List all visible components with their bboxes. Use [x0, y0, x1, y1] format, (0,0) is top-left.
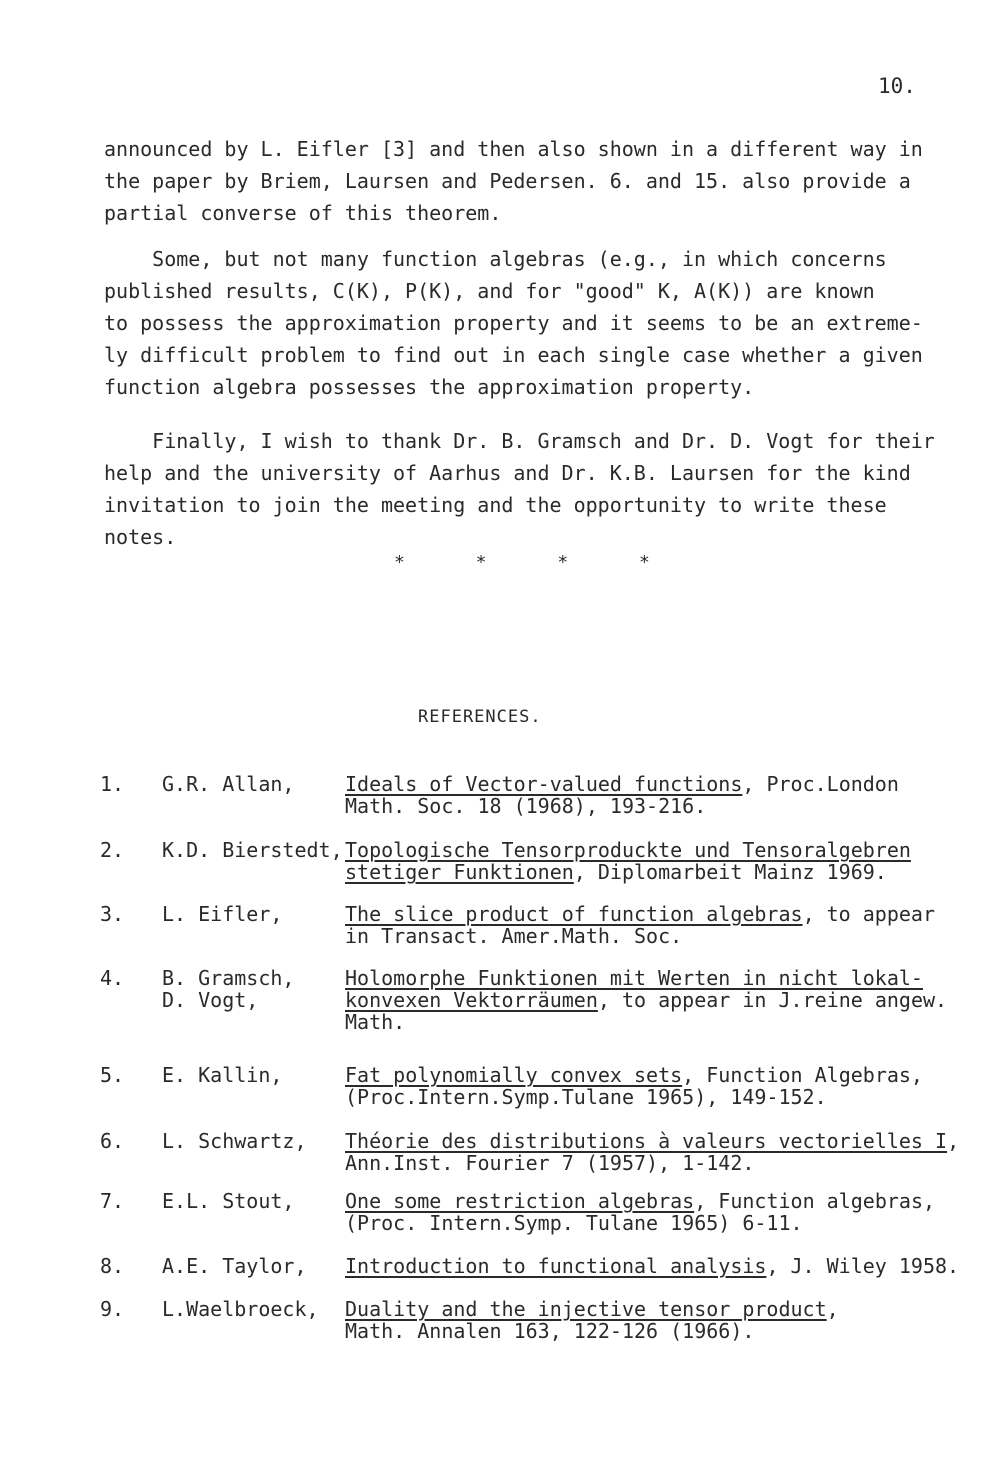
citation-line: [345, 967, 980, 989]
citation-text: (Proc.Intern.Symp.Tulane 1965), 149-152.: [345, 1085, 827, 1109]
citation-text: , J. Wiley 1958.: [766, 1254, 960, 1278]
reference-citation: [345, 1130, 980, 1174]
reference-number: 8.: [100, 1254, 125, 1278]
text-line: ly difficult problem to find out in each single case whether a given: [104, 343, 923, 367]
section-separator-stars: * * * *: [394, 552, 680, 573]
paragraph-acknowledgements: [104, 425, 964, 553]
reference-author: A.E. Taylor,: [162, 1254, 307, 1278]
citation-line: [345, 1320, 980, 1342]
citation-line: [345, 903, 980, 925]
citation-title: Introduction to functional analysis: [345, 1254, 767, 1278]
text-line: Finally, I wish to thank Dr. B. Gramsch and Dr. D. Vogt for their: [104, 429, 935, 453]
reference-author: K.D. Bierstedt,: [162, 838, 343, 862]
citation-text: Math. Annalen 163, 122-126 (1966).: [345, 1319, 755, 1343]
citation-title: The slice product of function algebras: [345, 902, 803, 926]
reference-citation: [345, 839, 980, 883]
reference-number: 7.: [100, 1189, 125, 1213]
reference-author: G.R. Allan,: [162, 772, 295, 796]
citation-title: Holomorphe Funktionen mit Werten in nicht lokal-: [345, 966, 923, 990]
citation-title: Théorie des distributions à valeurs vectorielles I: [345, 1129, 948, 1153]
reference-citation: [345, 773, 980, 817]
reference-citation: [345, 903, 980, 947]
citation-line: [345, 839, 980, 861]
citation-text: Ann.Inst. Fourier 7 (1957), 1-142.: [345, 1151, 755, 1175]
reference-citation: [345, 1255, 980, 1277]
reference-number: 4.: [100, 966, 125, 990]
citation-title: One some restriction algebras: [345, 1189, 695, 1213]
citation-text: (Proc. Intern.Symp. Tulane 1965) 6-11.: [345, 1211, 803, 1235]
text-line: function algebra possesses the approximation property.: [104, 375, 755, 399]
reference-number: 6.: [100, 1129, 125, 1153]
citation-line: [345, 1212, 980, 1234]
reference-number: 3.: [100, 902, 125, 926]
text-line: partial converse of this theorem.: [104, 201, 502, 225]
reference-number: 5.: [100, 1063, 125, 1087]
reference-author: L. Schwartz,: [162, 1129, 307, 1153]
reference-citation: [345, 1298, 980, 1342]
citation-text: , to appear in J.reine angew.: [597, 988, 948, 1012]
text-line: Some, but not many function algebras (e.g., in which concerns: [104, 247, 887, 271]
citation-line: [345, 1298, 980, 1320]
reference-author: E.L. Stout,: [162, 1189, 295, 1213]
references-heading: REFERENCES.: [418, 707, 542, 727]
citation-title: Fat polynomially convex sets: [345, 1063, 683, 1087]
citation-text: , Diplomarbeit Mainz 1969.: [573, 860, 887, 884]
citation-line: [345, 989, 980, 1011]
reference-author: B. Gramsch, D. Vogt,: [162, 966, 295, 1012]
citation-line: [345, 861, 980, 883]
reference-citation: [345, 1064, 980, 1108]
citation-line: [345, 1152, 980, 1174]
citation-title: Ideals of Vector-valued functions: [345, 772, 743, 796]
reference-author: E. Kallin,: [162, 1063, 283, 1087]
citation-text: , to appear: [802, 902, 936, 926]
text-line: invitation to join the meeting and the opportunity to write these: [104, 493, 887, 517]
text-line: help and the university of Aarhus and Dr. K.B. Laursen for the kind: [104, 461, 911, 485]
citation-line: [345, 1064, 980, 1086]
page-number: 10.: [878, 74, 916, 98]
reference-number: 1.: [100, 772, 125, 796]
citation-line: [345, 1190, 980, 1212]
citation-text: , Function Algebras,: [682, 1063, 923, 1087]
paragraph-announced: [104, 133, 964, 229]
citation-line: [345, 795, 980, 817]
reference-citation: [345, 1190, 980, 1234]
reference-author: L. Eifler,: [162, 902, 283, 926]
reference-number: 2.: [100, 838, 125, 862]
reference-number: 9.: [100, 1297, 125, 1321]
citation-text: , Function algebras,: [694, 1189, 936, 1213]
citation-title: konvexen Vektorräumen: [345, 988, 598, 1012]
citation-text: ,: [947, 1129, 960, 1153]
citation-line: [345, 1086, 980, 1108]
citation-line: [345, 1130, 980, 1152]
citation-title: Duality and the injective tensor product: [345, 1297, 827, 1321]
citation-text: Math. Soc. 18 (1968), 193-216.: [345, 794, 707, 818]
text-line: announced by L. Eifler [3] and then also shown in a different way in: [104, 137, 923, 161]
citation-text: Math.: [345, 1010, 406, 1034]
citation-text: ,: [826, 1297, 839, 1321]
citation-line: [345, 1255, 980, 1277]
reference-citation: [345, 967, 980, 1033]
citation-title: stetiger Funktionen: [345, 860, 574, 884]
text-line: the paper by Briem, Laursen and Pedersen. 6. and 15. also provide a: [104, 169, 911, 193]
citation-text: , Proc.London: [742, 772, 899, 796]
citation-text: in Transact. Amer.Math. Soc.: [345, 924, 683, 948]
reference-author: L.Waelbroeck,: [162, 1297, 319, 1321]
paragraph-function-algebras: [104, 243, 964, 403]
citation-line: [345, 773, 980, 795]
text-line: notes.: [104, 525, 177, 549]
citation-line: [345, 1011, 980, 1033]
text-line: published results, C(K), P(K), and for "good" K, A(K)) are known: [104, 279, 875, 303]
citation-line: [345, 925, 980, 947]
text-line: to possess the approximation property and it seems to be an extreme-: [104, 311, 923, 335]
citation-title: Topologische Tensorproduckte und Tensoralgebren: [345, 838, 911, 862]
